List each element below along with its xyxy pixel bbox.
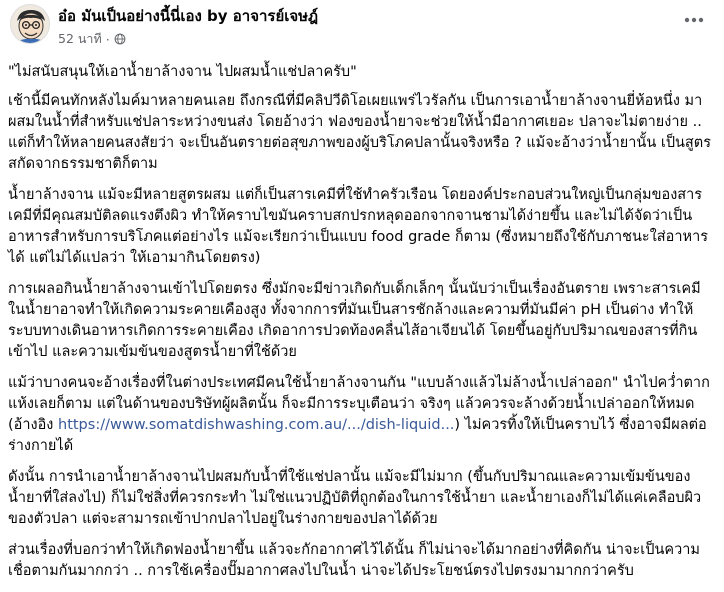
post-header	[0, 0, 724, 56]
post-paragraph: "ไม่สนับสนุนให้เอาน้ำยาล้างจาน ไปผสมน้ำแช่ปลาครับ"	[8, 64, 357, 80]
post-paragraph-with-link	[8, 373, 716, 457]
reference-link[interactable]: https://www.somatdishwashing.com.au/.../dish-liquid...	[58, 417, 455, 433]
post-body	[8, 62, 716, 592]
post-paragraph: การเผลอกินน้ำยาล้างจานเข้าไปโดยตรง ซึ่งมักจะมีข่าวเกิดกับเด็กเล็กๆ นั้นนับว่าเป็นเรื่องอันตราย เพราะสารเคมีในน้ำยาอาจทำให้เกิดความระคายเคืองสูง ทั้งจากการที่มันเป็นสารชักล้างและความที่มันมีค่า pH เป็นด่าง ทำให้ระบบทางเดินอาหารเกิดการระคายเคือง เกิดอาการปวดท้องคลื่นไส้อาเจียนได้ โดยขึ้นอยู่กับปริมาณของสารที่กินเข้าไป และความเข้มข้นของสูตรน้ำยาที่ใช้ด้วย	[8, 281, 701, 360]
more-options-icon[interactable]	[678, 8, 710, 32]
post-timestamp[interactable]: 52 นาที	[58, 31, 102, 46]
paragraph-text: ) ไม่ควรทิ้งให้เป็นคราบไว้ ซึ่งอาจมีผลต่อร่างกายได้	[8, 417, 707, 454]
author-name[interactable]: อ๋อ มันเป็นอย่างนี้นี่เอง by อาจารย์เจษฎ์	[58, 7, 319, 25]
post-paragraph: น้ำยาล้างจาน แม้จะมีหลายสูตรผสม แต่ก็เป็นสารเคมีที่ใช้ทำครัวเรือน โดยองค์ประกอบส่วนใหญ่เป็นกลุ่มของสารเคมีที่มีคุณสมบัติลดแรงตึงผิว ทำให้คราบไขมันคราบสกปรกหลุดออกจากจานชามได้ง่ายขึ้น และไม่ได้จัดว่าเป็นอาหารสำหรับการบริโภคแต่อย่างไร แม้จะเรียกว่าเป็นแบบ food grade ก็ตาม (ซึ่งหมายถึงใช้กับภาชนะใส่อาหารได้ แต่ไม่ได้แปลว่า ให้เอามากินโดยตรง)	[8, 187, 708, 266]
meta-separator: ·	[105, 31, 110, 47]
post-paragraph: ส่วนเรื่องที่บอกว่าทำให้เกิดฟองน้ำยาขึ้น แล้วจะกักอากาศไว้ได้นั้น ก็ไม่น่าจะได้มากอย่างที่คิดกัน น่าจะเป็นความเชื่อตามกันมากกว่า .. การใช้เครื่องปั๊มอากาศลงไปในน้ำ น่าจะได้ประโยชน์ตรงไปตรงมามากกว่าครับ	[8, 542, 700, 579]
author-avatar[interactable]	[10, 4, 50, 44]
post-paragraph: ดังนั้น การนำเอาน้ำยาล้างจานไปผสมกับน้ำที่ใช้แช่ปลานั้น แม้จะมีไม่มาก (ขึ้นกับปริมาณและความเข้มข้นของน้ำยาที่ใส่ลงไป) ก็ไม่ใช่สิ่งที่ควรกระทำ ไม่ใช่แนวปฏิบัติที่ถูกต้องในการใช้น้ำยา และน้ำยาเองก็ไม่ได้แค่เคลือบผิวของตัวปลา แต่จะสามารถเข้าปากปลาไปอยู่ในร่างกายของปลาได้ด้วย	[8, 469, 702, 527]
globe-icon[interactable]	[114, 33, 126, 45]
post-meta	[58, 29, 126, 49]
paragraph-text: แม้ว่าบางคนจะอ้างเรื่องที่ในต่างประเทศมีคนใช้น้ำยาล้างจานกัน "แบบล้างแล้วไม่ล้างน้ำเปล่าออก" นำไปคว่ำตากแห้งเลยก็ตาม แต่ในด้านของบริษัทผู้ผลิตนั้น ก็จะมีการระบุเตือนว่า จริงๆ แล้วควรจะล้างด้วยน้ำเปล่าออกให้หมด (อ้างอิง	[8, 375, 710, 433]
cartoon-avatar-icon	[11, 5, 50, 44]
post-paragraph: เช้านี้มีคนทักหลังไมค์มาหลายคนเลย ถึงกรณีที่มีคลิปวีดิโอเผยแพร่ไวรัลกัน เป็นการเอาน้ำยาล้างจานยี่ห้อหนึ่ง มาผสมในน้ำที่สำหรับแช่ปลาระหว่างขนส่ง โดยอ้างว่า ฟองของน้ำยาจะช่วยให้น้ำมีอากาศเยอะ ปลาจะไม่ตายง่าย .. แต่ก็ทำให้หลายคนสงสัยว่า จะเป็นอันตรายต่อสุขภาพของผู้บริโภคปลานั้นจริงหรือ ? แม้จะอ้างว่าน้ำยานั้น เป็นสูตรสกัดจากธรรมชาติก็ตาม	[8, 93, 711, 172]
